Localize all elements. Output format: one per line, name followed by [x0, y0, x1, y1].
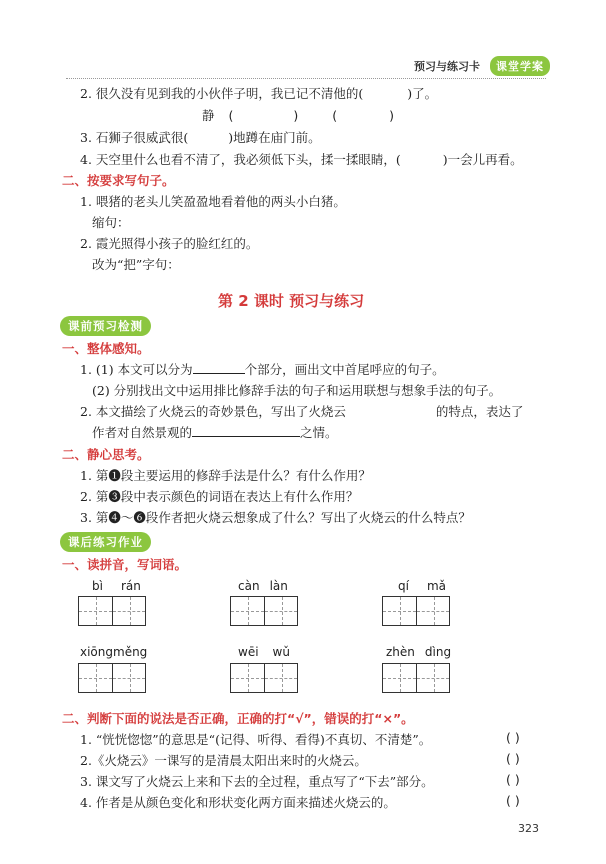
top-q3: 3. 石狮子很威武很( )地蹲在庙门前。 [80, 130, 321, 145]
judge-item-1: 1. “恍恍惚惚”的意思是“(记得、听得、看得)不真切、不清楚”。 [80, 732, 432, 747]
sec2-q1: 1. 喂猪的老头儿笑盈盈地看着他的两头小白猪。 [80, 194, 346, 209]
writing-grid-3[interactable] [382, 596, 450, 626]
part1-q1a: 1. (1) 本文可以分为 个部分，画出文中首尾呼应的句子。 [80, 362, 445, 377]
part2-q2: 2. 第❸段中表示颜色的词语在表达上有什么作用？ [80, 489, 359, 504]
writing-grid-4[interactable] [78, 663, 146, 693]
part2-q1: 1. 第❶段主要运用的修辞手法是什么？有什么作用？ [80, 468, 371, 483]
judge-answer-1[interactable]: ( ) [506, 730, 520, 745]
page-number: 323 [518, 822, 539, 835]
lesson-title: 第 2 课时 预习与练习 [218, 292, 365, 310]
part1-q1b: (2) 分别找出文中运用排比修辞手法的句子和运用联想与想象手法的句子。 [92, 383, 502, 398]
writing-grid-2[interactable] [230, 596, 298, 626]
judge-answer-4[interactable]: ( ) [506, 793, 520, 808]
sec2-title: 二、按要求写句子。 [62, 173, 175, 188]
judge-item-4: 4. 作者是从颜色变化和形状变化两方面来描述火烧云的。 [80, 795, 396, 810]
part2-title: 二、静心思考。 [62, 447, 150, 462]
sec2-q2: 2. 霞光照得小孩子的脸红红的。 [80, 236, 259, 251]
judge-item-2: 2.《火烧云》一课写的是清晨太阳出来时的火烧云。 [80, 753, 367, 768]
header-rule [66, 78, 546, 79]
top-q2-sub: 静 ( ) ( ) [202, 108, 395, 123]
header-label: 预习与练习卡 [414, 60, 480, 73]
pinyin-label-1: bì rán [92, 579, 141, 593]
pinyin-label-6: zhèn dìng [386, 645, 452, 659]
pinyin-label-3: qí mǎ [398, 579, 446, 593]
writing-grid-5[interactable] [230, 663, 298, 693]
pinyin-label-5: wēi wǔ [238, 645, 290, 659]
top-q4: 4. 天空里什么也看不清了，我必须低下头，揉一揉眼睛，( )一会儿再看。 [80, 152, 523, 167]
pinyin-label-2: càn làn [238, 579, 288, 593]
judge-answer-2[interactable]: ( ) [506, 751, 520, 766]
header-badge: 课堂学案 [490, 56, 550, 76]
sec2-q2-label: 改为“把”字句： [92, 257, 180, 272]
sec2-q1-label: 缩句： [92, 215, 130, 230]
writing-grid-1[interactable] [78, 596, 146, 626]
judge-answer-3[interactable]: ( ) [506, 772, 520, 787]
pinyin-title: 一、读拼音，写词语。 [62, 557, 188, 572]
pre-class-badge: 课前预习检测 [60, 316, 151, 336]
post-class-badge: 课后练习作业 [60, 532, 151, 552]
writing-grid-6[interactable] [382, 663, 450, 693]
part2-q3: 3. 第❹～❻段作者把火烧云想象成了什么？写出了火烧云的什么特点？ [80, 510, 471, 525]
judge-title: 二、判断下面的说法是否正确，正确的打“√”，错误的打“×”。 [62, 711, 414, 726]
part1-title: 一、整体感知。 [62, 341, 150, 356]
part1-q2: 2. 本文描绘了火烧云的奇妙景色，写出了火烧云 的特点，表达了 [80, 404, 524, 419]
part1-q2-line2: 作者对自然景观的 之情。 [92, 425, 338, 440]
pinyin-label-4: xiōngměng [80, 645, 148, 659]
judge-item-3: 3. 课文写了火烧云上来和下去的全过程，重点写了“下去”部分。 [80, 774, 434, 789]
top-q2: 2. 很久没有见到我的小伙伴子明，我已记不清他的( )了。 [80, 86, 438, 101]
